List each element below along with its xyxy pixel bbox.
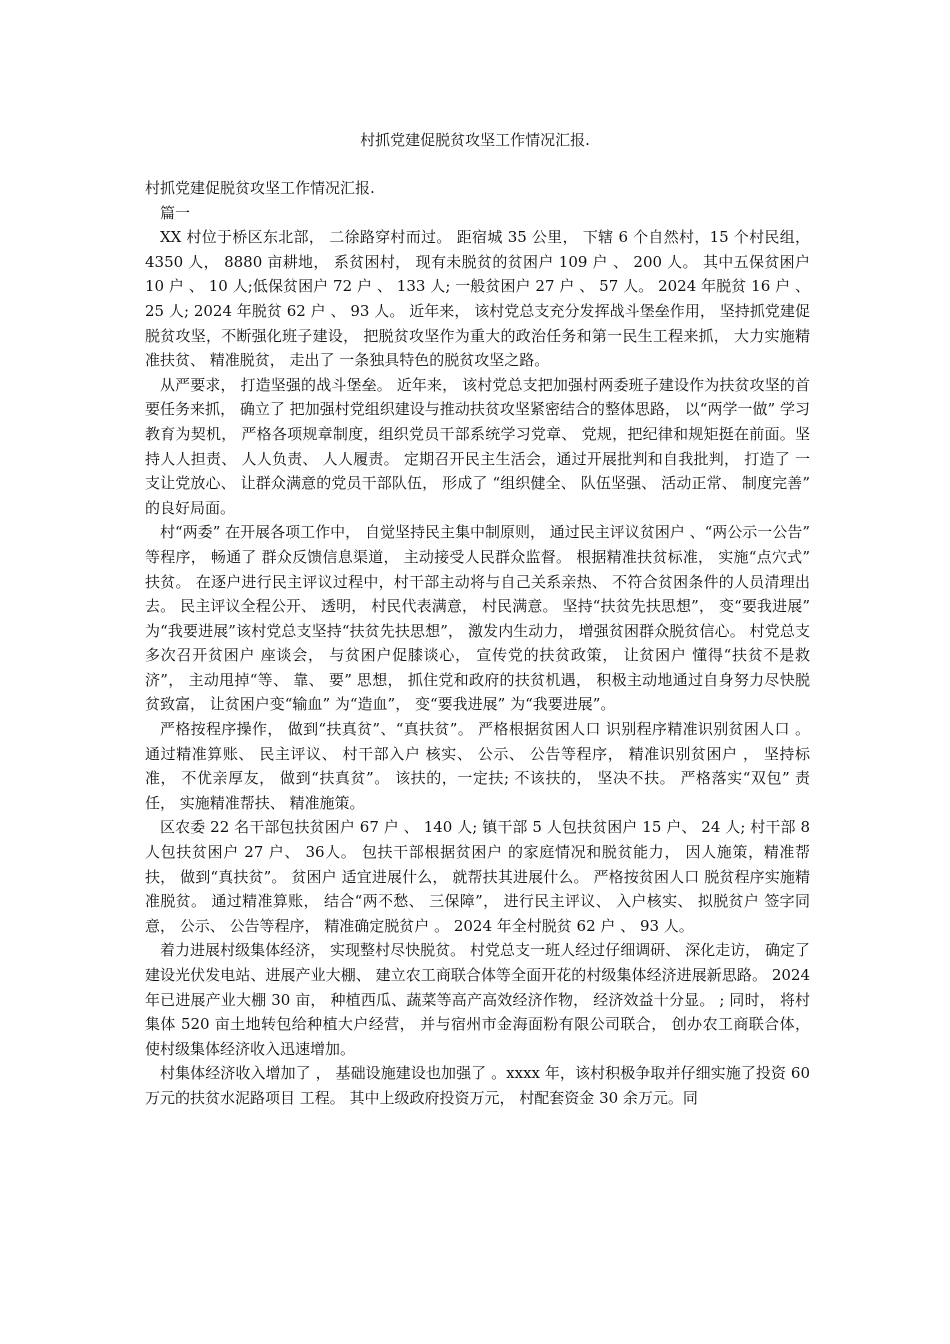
paragraph: 严格按程序操作， 做到“扶真贫”、“真扶贫”。 严格根据贫困人口 识别程序精准识别贫困人口 。 通过精准算账、 民主评议、 村干部入户 核实、 公示、 公告等程序， 精准识别贫困户 ， 坚持标准， 不优亲厚友， 做到“扶真贫”。 该扶的，一定扶; 不该扶的， 坚决不扶。 严格落实“双包” 责任， 实施精准帮扶、 精准施策。 bbox=[145, 720, 810, 812]
paragraph: 村“两委” 在开展各项工作中， 自觉坚持民主集中制原则， 通过民主评议贫困户 、“两公示一公告” 等程序， 畅通了 群众反馈信息渠道， 主动接受人民群众监督。 根据精准扶贫标准， 实施“点穴式” 扶贫。 在逐户进行民主评议过程中，村干部主动将与自己关系亲热、 不符合贫困条件的人员清理出去。 民主评议全程公开、 透明， 村民代表满意， 村民满意。 坚持“扶贫先扶思想”， 变“要我进展” 为“我要进展”该村党总支坚持“扶贫先扶思想”， 激发内生动力， 增强贫困群众脱贫信心。 村党总支多次召开贫困户 座谈会， 与贫困户促膝谈心， 宣传党的扶贫政策， 让贫困户 懂得“扶贫不是救济”， 主动甩掉“等、 靠、 要” 思想， 抓住党和政府的扶贫机遇， 积极主动地通过自身努力尽快脱贫致富， 让贫困户变“输血” 为“造血”， 变“要我进展” 为“我要进展”。 bbox=[145, 523, 810, 714]
paragraph: 着力进展村级集体经济， 实现整村尽快脱贫。 村党总支一班人经过仔细调研、 深化走访， 确定了 建设光伏发电站、进展产业大棚、 建立农工商联合体等全面开花的村级集体经济进展新思路。 2024 年已进展产业大棚 30 亩， 种植西瓜、蔬菜等高产高效经济作物， 经济效益十分显。 ; 同时， 将村集体 520 亩土地转包给种植大户经营， 并与宿州市金海面粉有限公司联合， 创办农工商联合体， 使村级集体经济收入迅速增加。 bbox=[145, 941, 810, 1058]
section-label: 篇一 bbox=[160, 203, 191, 222]
document-body bbox=[145, 176, 810, 1111]
paragraph: 从严要求， 打造坚强的战斗堡垒。 近年来， 该村党总支把加强村两委班子建设作为扶贫攻坚的首要任务来抓， 确立了 把加强村党组织建设与推动扶贫攻坚紧密结合的整体思路， 以“两学一做” 学习 教育为契机， 严格各项规章制度，组织党员干部系统学习党章、 党规，把纪律和规矩挺在前面。坚持人人担责、 人人负责、 人人履责。 定期召开民主生活会，通过开展批判和自我批判， 打造了 一支让党放心、 让群众满意的党员干部队伍， 形成了 “组织健全、 队伍坚强、 活动正常、 制度完善” 的良好局面。 bbox=[145, 375, 810, 517]
body-heading: 村抓党建促脱贫攻坚工作情况汇报. bbox=[145, 179, 375, 197]
paragraph: XX 村位于桥区东北部， 二徐路穿村而过。 距宿城 35 公里， 下辖 6 个自然村，15 个村民组， 4350 人， 8880 亩耕地， 系贫困村， 现有未脱贫的贫困户 109 户 、 200 人。 其中五保贫困户 10 户 、 10 人;低保贫困户 72 户 、 133 人; 一般贫困户 27 户 、 57 人。 2024 年脱贫 16 户 、 25 人; 2024 年脱贫 62 户 、 93 人。 近年来， 该村党总支充分发挥战斗堡垒作用， 坚持抓党建促脱贫攻坚，不断强化班子建设， 把脱贫攻坚作为重大的政治任务和第一民生工程来抓， 大力实施精准扶贫、 精准脱贫， 走出了 一条独具特色的脱贫攻坚之路。 bbox=[145, 228, 810, 370]
document-title: 村抓党建促脱贫攻坚工作情况汇报. bbox=[360, 131, 590, 149]
paragraph: 区农委 22 名干部包扶贫困户 67 户 、 140 人; 镇干部 5 人包扶贫困户 15 户、 24 人; 村干部 8 人包扶贫困户 27 户、 36人。 包扶干部根据贫困户 的家庭情况和脱贫能力， 因人施策，精准帮扶， 做到“真扶贫”。 贫困户 适宜进展什么， 就帮扶其进展什么。 严格按贫困人口 脱贫程序实施精准脱贫。 通过精准算账， 结合“两不愁、 三保障”， 进行民主评议、 入户核实、 拟脱贫户 签字同意， 公示、 公告等程序， 精准确定脱贫户 。 2024 年全村脱贫 62 户 、 93 人。 bbox=[145, 818, 810, 935]
paragraph: 村集体经济收入增加了 ， 基础设施建设也加强了 。xxxx 年，该村积极争取并仔细实施了投资 60 万元的扶贫水泥路项目 工程。 其中上级政府投资万元， 村配套资金 30 余万元。同 bbox=[145, 1064, 810, 1107]
